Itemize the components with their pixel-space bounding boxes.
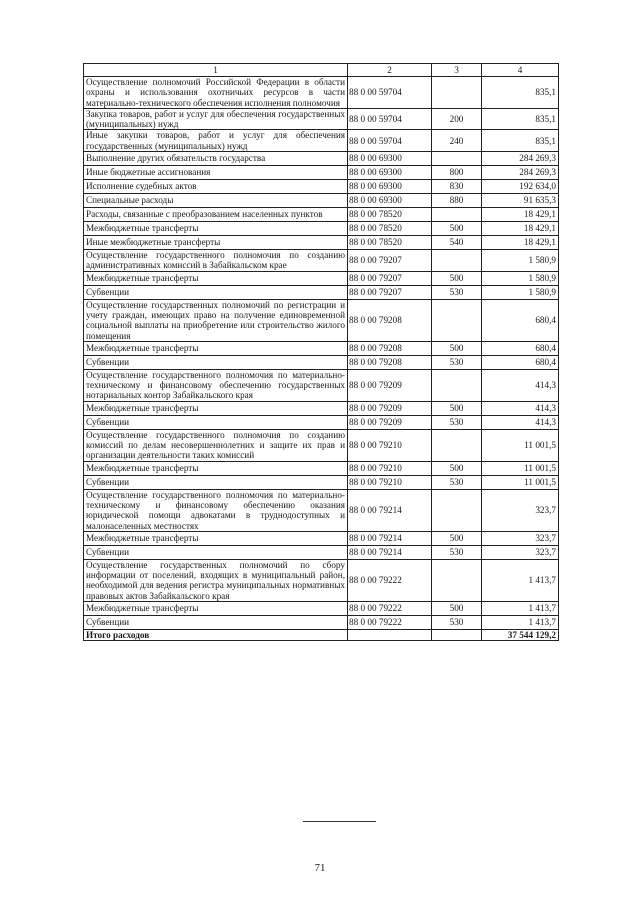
row-type-cell: 500 <box>432 341 482 355</box>
row-code-cell: 88 0 00 79209 <box>348 369 432 401</box>
row-code-cell: 88 0 00 79208 <box>348 341 432 355</box>
row-name-cell: Осуществление государственных полномочий по регистрации и учету граждан, имеющих право на получение единовременной социальной выплаты на приобретение или строительство жилого помещения <box>84 299 348 341</box>
row-sum-cell: 284 269,3 <box>482 152 559 166</box>
total-code-cell <box>348 630 432 641</box>
row-code-cell: 88 0 00 59704 <box>348 130 432 152</box>
row-sum-cell: 1 413,7 <box>482 616 559 630</box>
row-name-cell: Межбюджетные трансферты <box>84 222 348 236</box>
row-type-cell: 530 <box>432 545 482 559</box>
column-header-type: 3 <box>432 64 482 77</box>
row-code-cell: 88 0 00 69300 <box>348 194 432 208</box>
row-type-cell: 500 <box>432 401 482 415</box>
table-row <box>84 429 559 461</box>
row-type-cell <box>432 489 482 531</box>
row-sum-cell: 323,7 <box>482 545 559 559</box>
row-type-cell: 830 <box>432 180 482 194</box>
row-sum-cell: 18 429,1 <box>482 222 559 236</box>
closing-divider-line <box>303 821 376 822</box>
row-name-cell: Субвенции <box>84 415 348 429</box>
row-code-cell: 88 0 00 79222 <box>348 616 432 630</box>
table-body <box>84 77 559 630</box>
row-type-cell: 540 <box>432 236 482 250</box>
table-row <box>84 415 559 429</box>
row-name-cell: Межбюджетные трансферты <box>84 461 348 475</box>
table-header-row <box>84 64 559 77</box>
row-type-cell: 530 <box>432 616 482 630</box>
total-row <box>84 630 559 641</box>
table-row <box>84 194 559 208</box>
table-row <box>84 461 559 475</box>
row-name-cell: Межбюджетные трансферты <box>84 341 348 355</box>
row-sum-cell: 680,4 <box>482 341 559 355</box>
table-row <box>84 271 559 285</box>
table-row <box>84 180 559 194</box>
row-type-cell: 800 <box>432 166 482 180</box>
row-name-cell: Межбюджетные трансферты <box>84 531 348 545</box>
row-name-cell: Расходы, связанные с преобразованием населенных пунктов <box>84 208 348 222</box>
row-code-cell: 88 0 00 79222 <box>348 602 432 616</box>
row-code-cell: 88 0 00 79210 <box>348 475 432 489</box>
table-row <box>84 108 559 130</box>
row-name-cell: Субвенции <box>84 475 348 489</box>
column-header-code: 2 <box>348 64 432 77</box>
row-type-cell: 500 <box>432 602 482 616</box>
table-row <box>84 616 559 630</box>
row-code-cell: 88 0 00 79207 <box>348 250 432 272</box>
row-type-cell: 530 <box>432 475 482 489</box>
table-row <box>84 299 559 341</box>
row-name-cell: Выполнение других обязательств государства <box>84 152 348 166</box>
row-code-cell: 88 0 00 79209 <box>348 401 432 415</box>
row-sum-cell: 1 413,7 <box>482 559 559 601</box>
row-code-cell: 88 0 00 69300 <box>348 180 432 194</box>
row-sum-cell: 414,3 <box>482 415 559 429</box>
row-name-cell: Субвенции <box>84 616 348 630</box>
row-code-cell: 88 0 00 79207 <box>348 285 432 299</box>
table-row <box>84 401 559 415</box>
row-type-cell <box>432 299 482 341</box>
row-sum-cell: 1 580,9 <box>482 285 559 299</box>
table-row <box>84 208 559 222</box>
row-name-cell: Субвенции <box>84 545 348 559</box>
row-name-cell: Осуществление государственного полномочия по созданию комиссий по делам несовершеннолетних и защите их прав и организации деятельности таких комиссий <box>84 429 348 461</box>
table-row <box>84 355 559 369</box>
page-number: 71 <box>314 862 326 874</box>
column-header-name: 1 <box>84 64 348 77</box>
row-name-cell: Межбюджетные трансферты <box>84 602 348 616</box>
column-header-sum: 4 <box>482 64 559 77</box>
row-name-cell: Закупка товаров, работ и услуг для обеспечения государственных (муниципальных) нужд <box>84 108 348 130</box>
row-name-cell: Специальные расходы <box>84 194 348 208</box>
row-name-cell: Межбюджетные трансферты <box>84 271 348 285</box>
table-row <box>84 250 559 272</box>
row-code-cell: 88 0 00 79210 <box>348 461 432 475</box>
row-type-cell <box>432 250 482 272</box>
row-code-cell: 88 0 00 79214 <box>348 489 432 531</box>
row-type-cell: 200 <box>432 108 482 130</box>
row-sum-cell: 835,1 <box>482 77 559 109</box>
row-sum-cell: 18 429,1 <box>482 208 559 222</box>
table-row <box>84 166 559 180</box>
row-sum-cell: 11 001,5 <box>482 429 559 461</box>
table-row <box>84 152 559 166</box>
row-name-cell: Осуществление государственного полномочия по материально-техническому и финансовому обеспечению оказания юридической помощи адвокатами в труднодоступных и малонаселенных местностях <box>84 489 348 531</box>
table-row <box>84 77 559 109</box>
row-sum-cell: 11 001,5 <box>482 475 559 489</box>
row-name-cell: Субвенции <box>84 285 348 299</box>
row-type-cell: 500 <box>432 461 482 475</box>
row-type-cell: 500 <box>432 271 482 285</box>
row-type-cell <box>432 369 482 401</box>
budget-expenditure-table <box>83 63 559 641</box>
row-sum-cell: 323,7 <box>482 531 559 545</box>
row-name-cell: Иные межбюджетные трансферты <box>84 236 348 250</box>
row-type-cell: 530 <box>432 355 482 369</box>
row-type-cell: 240 <box>432 130 482 152</box>
table-row <box>84 285 559 299</box>
total-sum: 37 544 129,2 <box>482 630 559 641</box>
table-row <box>84 341 559 355</box>
row-code-cell: 88 0 00 59704 <box>348 108 432 130</box>
row-name-cell: Иные бюджетные ассигнования <box>84 166 348 180</box>
table-row <box>84 559 559 601</box>
row-code-cell: 88 0 00 79214 <box>348 531 432 545</box>
table-row <box>84 236 559 250</box>
row-sum-cell: 835,1 <box>482 130 559 152</box>
row-sum-cell: 414,3 <box>482 401 559 415</box>
total-label: Итого расходов <box>84 630 348 641</box>
table-row <box>84 531 559 545</box>
row-code-cell: 88 0 00 79222 <box>348 559 432 601</box>
row-code-cell: 88 0 00 79214 <box>348 545 432 559</box>
row-type-cell: 500 <box>432 531 482 545</box>
row-code-cell: 88 0 00 69300 <box>348 152 432 166</box>
row-name-cell: Исполнение судебных актов <box>84 180 348 194</box>
total-type-cell <box>432 630 482 641</box>
row-code-cell: 88 0 00 78520 <box>348 236 432 250</box>
table-row <box>84 602 559 616</box>
row-sum-cell: 680,4 <box>482 355 559 369</box>
table-row <box>84 475 559 489</box>
row-sum-cell: 680,4 <box>482 299 559 341</box>
row-sum-cell: 1 413,7 <box>482 602 559 616</box>
row-code-cell: 88 0 00 79208 <box>348 299 432 341</box>
row-sum-cell: 414,3 <box>482 369 559 401</box>
row-name-cell: Осуществление государственного полномочия по материально-техническому и финансовому обеспечению государственных нотариальных контор Забайкальского края <box>84 369 348 401</box>
row-type-cell <box>432 152 482 166</box>
table-row <box>84 369 559 401</box>
row-name-cell: Осуществление государственного полномочия по созданию административных комиссий в Забайкальском крае <box>84 250 348 272</box>
table-row <box>84 489 559 531</box>
row-sum-cell: 835,1 <box>482 108 559 130</box>
row-name-cell: Осуществление полномочий Российской Федерации в области охраны и использования охотничьих ресурсов в части материально-технического обеспечения исполнения полномочия <box>84 77 348 109</box>
row-sum-cell: 18 429,1 <box>482 236 559 250</box>
row-code-cell: 88 0 00 79208 <box>348 355 432 369</box>
row-type-cell: 500 <box>432 222 482 236</box>
table-row <box>84 222 559 236</box>
row-name-cell: Осуществление государственных полномочий по сбору информации от поселений, входящих в муниципальный район, необходимой для ведения регистра муниципальных нормативных правовых актов Забайкальского края <box>84 559 348 601</box>
table-row <box>84 130 559 152</box>
table-row <box>84 545 559 559</box>
row-type-cell <box>432 77 482 109</box>
row-type-cell <box>432 559 482 601</box>
row-type-cell <box>432 208 482 222</box>
row-type-cell: 530 <box>432 285 482 299</box>
row-sum-cell: 284 269,3 <box>482 166 559 180</box>
row-name-cell: Межбюджетные трансферты <box>84 401 348 415</box>
row-sum-cell: 11 001,5 <box>482 461 559 475</box>
row-type-cell: 530 <box>432 415 482 429</box>
row-code-cell: 88 0 00 79210 <box>348 429 432 461</box>
row-sum-cell: 192 634,0 <box>482 180 559 194</box>
row-code-cell: 88 0 00 78520 <box>348 222 432 236</box>
row-sum-cell: 323,7 <box>482 489 559 531</box>
row-sum-cell: 91 635,3 <box>482 194 559 208</box>
row-sum-cell: 1 580,9 <box>482 271 559 285</box>
row-type-cell: 880 <box>432 194 482 208</box>
row-code-cell: 88 0 00 78520 <box>348 208 432 222</box>
row-code-cell: 88 0 00 69300 <box>348 166 432 180</box>
row-name-cell: Иные закупки товаров, работ и услуг для обеспечения государственных (муниципальных) нужд <box>84 130 348 152</box>
row-code-cell: 88 0 00 79207 <box>348 271 432 285</box>
row-code-cell: 88 0 00 79209 <box>348 415 432 429</box>
row-code-cell: 88 0 00 59704 <box>348 77 432 109</box>
row-sum-cell: 1 580,9 <box>482 250 559 272</box>
row-name-cell: Субвенции <box>84 355 348 369</box>
row-type-cell <box>432 429 482 461</box>
